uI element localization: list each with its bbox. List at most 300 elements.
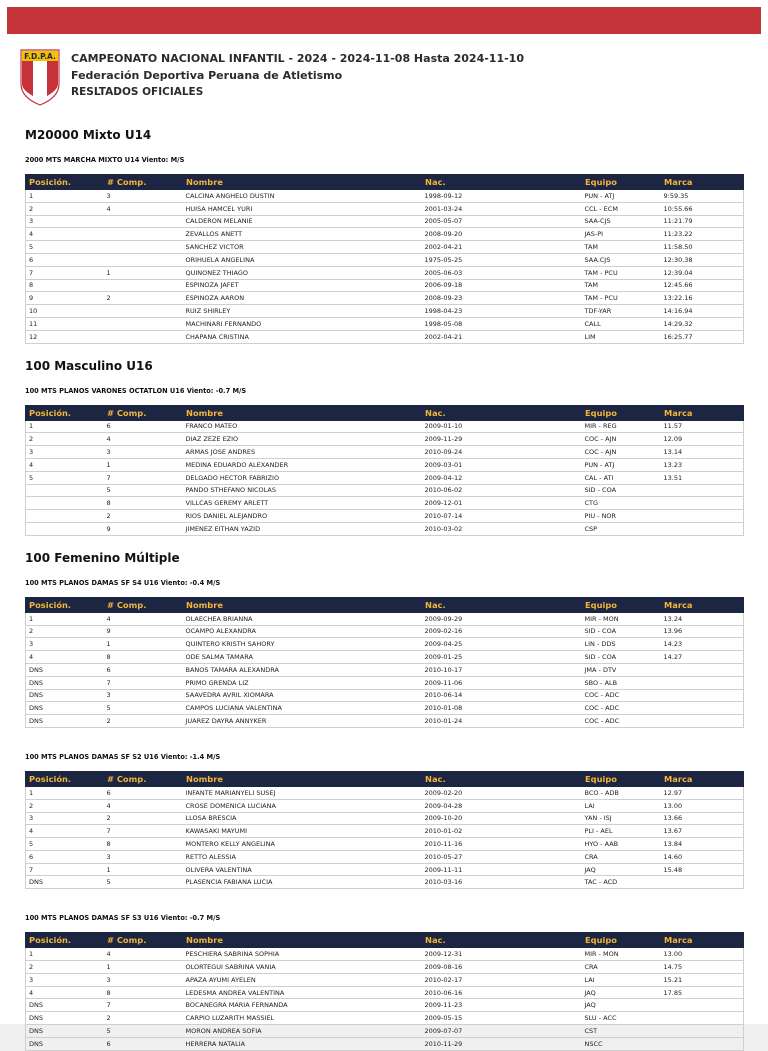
table-cell: 2010-10-17 [422,663,582,676]
column-header: # Comp. [104,597,183,612]
table-cell: 1 [104,266,183,279]
table-cell [104,253,183,266]
table-cell: ARMAS JOSE ANDRES [183,446,422,459]
top-banner [7,7,761,34]
table-row [26,625,744,638]
table-cell: 2009-04-28 [422,799,582,812]
table-cell: 2009-02-16 [422,625,582,638]
section-title: 100 Femenino Múltiple [25,550,180,565]
table-cell: DNS [26,663,104,676]
table-cell: OLIVERA VALENTINA [183,863,422,876]
results-subtitle: RESLTADOS OFICIALES [71,86,204,98]
table-cell: 9 [104,522,183,535]
table-cell: 11 [26,317,104,330]
table-cell: DNS [26,1025,104,1038]
table-row [26,799,744,812]
table-cell: 2009-11-11 [422,863,582,876]
table-cell: PUN - ATJ [582,458,661,471]
results-content [25,127,743,1051]
table-cell: 8 [104,651,183,664]
table-cell: 3 [26,446,104,459]
table-cell: TAM - PCU [582,292,661,305]
table-cell: 14.27 [661,651,744,664]
table-cell: OCAMPO ALEXANDRA [183,625,422,638]
table-cell: 2009-04-25 [422,638,582,651]
column-header: # Comp. [104,771,183,786]
results-table [25,597,744,728]
table-cell: 10:55.66 [661,202,744,215]
table-cell: 7 [104,999,183,1012]
table-cell: 5 [104,484,183,497]
table-cell: 2 [26,202,104,215]
table-cell: 15.21 [661,973,744,986]
table-row [26,279,744,292]
table-cell: DNS [26,689,104,702]
table-cell: 13.24 [661,612,744,625]
column-header: # Comp. [104,933,183,948]
spacer [25,923,743,932]
results-table [25,771,744,889]
table-cell: 4 [26,986,104,999]
table-row [26,190,744,203]
table-cell: 11.57 [661,420,744,433]
table-cell: LAI [582,973,661,986]
table-row [26,663,744,676]
table-row [26,702,744,715]
table-row [26,522,744,535]
table-cell: 9 [104,625,183,638]
table-cell: 1 [104,458,183,471]
table-cell: TAC - ACD [582,876,661,889]
table-cell: 4 [104,202,183,215]
table-header-row [26,405,744,420]
federation-name: Federación Deportiva Peruana de Atletismo [71,69,343,82]
table-cell: SID - COA [582,625,661,638]
column-header: Nac. [422,405,582,420]
table-cell: LLOSA BRESCIA [183,812,422,825]
table-row [26,961,744,974]
table-row [26,228,744,241]
table-row [26,484,744,497]
table-cell: LIN - DDS [582,638,661,651]
table-cell: 14.60 [661,850,744,863]
results-table [25,174,744,344]
table-cell: HUISA HAMCEL YURI [183,202,422,215]
fdpa-logo-icon [18,48,62,106]
table-cell: DNS [26,1037,104,1050]
table-cell: 2009-02-20 [422,786,582,799]
table-cell: JAS-PI [582,228,661,241]
column-header: Nac. [422,597,582,612]
table-cell: 2009-03-01 [422,458,582,471]
event-title: 100 MTS PLANOS DAMAS SF S3 U16 Viento: -0.7 M/S [25,914,221,923]
table-cell: 2002-04-21 [422,241,582,254]
table-cell: 2 [104,1012,183,1025]
table-cell: BANOS TAMARA ALEXANDRA [183,663,422,676]
table-cell: PANDO STHEFANO NICOLAS [183,484,422,497]
table-cell: CST [582,1025,661,1038]
table-cell: SLU - ACC [582,1012,661,1025]
column-header: # Comp. [104,175,183,190]
table-cell: CALCINA ANGHELO DUSTIN [183,190,422,203]
table-cell: RIOS DANIEL ALEJANDRO [183,510,422,523]
table-cell: 4 [104,612,183,625]
table-cell: 1998-04-23 [422,305,582,318]
column-header: Posición. [26,405,104,420]
table-cell: BCO - ADB [582,786,661,799]
table-cell: RETTO ALESSIA [183,850,422,863]
table-cell: MONTERO KELLY ANGELINA [183,838,422,851]
spacer [25,566,743,579]
table-cell: CCL - ECM [582,202,661,215]
table-cell: 3 [26,638,104,651]
table-cell [26,522,104,535]
table-cell [104,241,183,254]
table-cell [661,1025,744,1038]
table-row [26,241,744,254]
table-cell: 12.09 [661,433,744,446]
table-cell: SBO - ALB [582,676,661,689]
table-cell: MIR - MON [582,948,661,961]
table-cell: 2009-12-01 [422,497,582,510]
table-row [26,266,744,279]
table-cell: 6 [104,786,183,799]
table-cell: 14.75 [661,961,744,974]
table-cell: 7 [26,863,104,876]
table-cell: CAL - ATI [582,471,661,484]
table-cell: CALL [582,317,661,330]
table-cell: CARPIO LUZARITH MASSIEL [183,1012,422,1025]
table-cell: COC - AJN [582,433,661,446]
table-cell: 12.97 [661,786,744,799]
table-cell: 13.00 [661,799,744,812]
table-row [26,812,744,825]
table-header-row [26,175,744,190]
table-row [26,292,744,305]
event-title: 2000 MTS MARCHA MIXTO U14 Viento: M/S [25,156,185,164]
svg-text:F.D.P.A.: F.D.P.A. [24,52,56,61]
column-header: Equipo [582,405,661,420]
table-cell: ZEVALLOS ANETT [183,228,422,241]
table-cell: 5 [26,241,104,254]
table-row [26,948,744,961]
table-row [26,715,744,728]
table-cell: 12:39.04 [661,266,744,279]
table-cell: DNS [26,676,104,689]
table-cell: PIU - NOR [582,510,661,523]
spacer [25,744,743,753]
column-header: Marca [661,405,744,420]
table-cell: 2009-11-29 [422,433,582,446]
section-title: M20000 Mixto U14 [25,128,152,142]
table-cell: 4 [26,228,104,241]
table-cell: BOCANEGRA MARIA FERNANDA [183,999,422,1012]
table-row [26,433,744,446]
table-cell: 13.67 [661,825,744,838]
table-cell: 2009-09-29 [422,612,582,625]
spacer [25,588,743,597]
spacer [25,536,743,550]
table-cell: DNS [26,1012,104,1025]
table-cell: 2 [26,799,104,812]
table-cell: ORIHUELA ANGELINA [183,253,422,266]
table-cell [26,510,104,523]
table-row [26,786,744,799]
table-cell: 2010-11-29 [422,1037,582,1050]
column-header: Posición. [26,771,104,786]
table-row [26,986,744,999]
column-header: Posición. [26,933,104,948]
column-header: Posición. [26,597,104,612]
table-cell: PESCHIERA SABRINA SOPHIA [183,948,422,961]
table-row [26,973,744,986]
table-cell [661,484,744,497]
table-cell: 9:59.35 [661,190,744,203]
table-cell: 2009-10-20 [422,812,582,825]
column-header: Nombre [183,175,422,190]
column-header: Marca [661,933,744,948]
table-cell: 2010-07-14 [422,510,582,523]
table-row [26,999,744,1012]
table-cell [104,305,183,318]
spacer [25,905,743,914]
table-cell: 2002-04-21 [422,330,582,343]
table-cell: 4 [104,433,183,446]
table-cell: SAAVEDRA AVRIL XIOMARA [183,689,422,702]
table-cell: 13.66 [661,812,744,825]
table-cell: PRIMO GRENDA LIZ [183,676,422,689]
table-cell: 16:25.77 [661,330,744,343]
table-cell: SANCHEZ VICTOR [183,241,422,254]
table-cell: 1998-05-08 [422,317,582,330]
table-cell: 7 [104,676,183,689]
table-row [26,612,744,625]
table-cell: CAMPOS LUCIANA VALENTINA [183,702,422,715]
table-cell [26,497,104,510]
table-cell: 2010-03-02 [422,522,582,535]
table-cell: CSP [582,522,661,535]
table-cell: 11:23.22 [661,228,744,241]
table-cell: 2001-03-24 [422,202,582,215]
table-cell: SID - COA [582,651,661,664]
table-cell: 12 [26,330,104,343]
table-cell: 7 [104,471,183,484]
table-cell: 5 [104,1025,183,1038]
table-cell: MORON ANDREA SOFIA [183,1025,422,1038]
table-cell: 2009-05-15 [422,1012,582,1025]
table-cell: 15.48 [661,863,744,876]
table-cell: 1 [104,638,183,651]
table-cell: 14:29.32 [661,317,744,330]
column-header: Equipo [582,597,661,612]
table-cell [104,279,183,292]
table-cell: 1 [26,948,104,961]
table-cell: 6 [104,1037,183,1050]
table-cell: COC - ADC [582,702,661,715]
table-cell: 13.23 [661,458,744,471]
table-cell: 12:45.66 [661,279,744,292]
table-cell: 2 [26,433,104,446]
table-cell: 8 [26,279,104,292]
table-cell: 6 [26,253,104,266]
table-cell: 2 [104,292,183,305]
table-row [26,1037,744,1050]
table-cell: JUAREZ DAYRA ANNYKER [183,715,422,728]
table-cell: 4 [26,458,104,471]
table-cell: COC - ADC [582,715,661,728]
spacer [25,143,743,156]
table-cell: LIM [582,330,661,343]
table-cell: 2009-01-25 [422,651,582,664]
table-cell: SAA-CJS [582,215,661,228]
table-cell: 2010-02-17 [422,973,582,986]
table-cell: 10 [26,305,104,318]
table-cell: 3 [104,446,183,459]
table-cell: 6 [104,420,183,433]
table-cell: HERRERA NATALIA [183,1037,422,1050]
table-row [26,876,744,889]
table-cell: 2010-01-08 [422,702,582,715]
event-title: 100 MTS PLANOS DAMAS SF S2 U16 Viento: -1.4 M/S [25,752,221,761]
table-cell: HYO - AAB [582,838,661,851]
event-title: 100 MTS PLANOS VARONES OCTATLON U16 Viento: -0.7 M/S [25,386,247,395]
table-cell: 2009-04-12 [422,471,582,484]
table-cell: 1 [26,612,104,625]
table-cell: 6 [104,663,183,676]
table-cell: DNS [26,715,104,728]
table-cell: SAA.CJS [582,253,661,266]
table-row [26,446,744,459]
table-cell [104,330,183,343]
table-cell: PUN - ATJ [582,190,661,203]
results-table [25,405,744,536]
table-cell: 2 [104,812,183,825]
table-cell: JIMENEZ EITHAN YAZID [183,522,422,535]
table-cell: DELGADO HECTOR FABRIZIO [183,471,422,484]
table-cell: 2010-05-27 [422,850,582,863]
table-cell: 3 [26,812,104,825]
table-cell: 2009-12-31 [422,948,582,961]
table-row [26,471,744,484]
table-row [26,317,744,330]
table-cell: 2008-09-23 [422,292,582,305]
table-cell: 1 [26,190,104,203]
table-cell: YAN - ISJ [582,812,661,825]
column-header: Equipo [582,175,661,190]
table-cell: 2010-09-24 [422,446,582,459]
table-cell: CRA [582,850,661,863]
table-cell: TAM [582,241,661,254]
table-cell: INFANTE MARIANYELI SUSEJ [183,786,422,799]
table-cell: RUIZ SHIRLEY [183,305,422,318]
table-cell: KAWASAKI MAYUMI [183,825,422,838]
table-cell [26,484,104,497]
table-cell: 14:16.94 [661,305,744,318]
table-cell: 2005-05-07 [422,215,582,228]
table-cell: 2009-07-07 [422,1025,582,1038]
table-cell: 4 [104,799,183,812]
table-cell: JMA - DTV [582,663,661,676]
table-cell [661,702,744,715]
table-cell: 5 [104,876,183,889]
table-cell [661,876,744,889]
table-row [26,420,744,433]
table-cell: 13.00 [661,948,744,961]
table-cell: 2008-09-20 [422,228,582,241]
table-cell: LEDESMA ANDREA VALENTINA [183,986,422,999]
table-cell: 1998-09-12 [422,190,582,203]
table-row [26,863,744,876]
table-header-row [26,597,744,612]
table-cell: MACHINARI FERNANDO [183,317,422,330]
table-cell [661,1037,744,1050]
table-cell: DIAZ ZEZE EZIO [183,433,422,446]
table-cell: 6 [26,850,104,863]
table-cell: 2010-03-16 [422,876,582,889]
table-cell: TDF-YAR [582,305,661,318]
table-row [26,676,744,689]
table-cell: 7 [104,825,183,838]
column-header: Nac. [422,175,582,190]
table-cell [104,317,183,330]
table-cell: LAI [582,799,661,812]
table-cell: 2 [26,625,104,638]
table-cell: 3 [104,190,183,203]
table-cell: TAM [582,279,661,292]
results-table [25,932,744,1050]
table-cell: CALDERON MELANIE [183,215,422,228]
table-cell [661,510,744,523]
table-cell [661,999,744,1012]
table-cell: 5 [26,838,104,851]
table-cell: ODE SALMA TAMARA [183,651,422,664]
column-header: Marca [661,771,744,786]
table-cell: 2 [26,961,104,974]
table-cell: OLAECHEA BRIANNA [183,612,422,625]
table-cell: OLORTEGUI SABRINA VANIA [183,961,422,974]
table-cell: 11:58.50 [661,241,744,254]
table-cell: MIR - REG [582,420,661,433]
table-cell: CTG [582,497,661,510]
table-cell: 11:21.79 [661,215,744,228]
table-cell: 3 [26,973,104,986]
table-cell [661,522,744,535]
table-cell [104,215,183,228]
table-cell: PLASENCIA FABIANA LUCIA [183,876,422,889]
table-row [26,202,744,215]
table-cell: 2009-01-10 [422,420,582,433]
table-cell: 8 [104,986,183,999]
table-cell: 3 [26,215,104,228]
table-cell: 4 [104,948,183,961]
table-cell: 4 [26,825,104,838]
table-row [26,510,744,523]
championship-title: CAMPEONATO NACIONAL INFANTIL - 2024 - 2024-11-08 Hasta 2024-11-10 [71,52,524,65]
table-cell: CROSE DOMENICA LUCIANA [183,799,422,812]
table-cell [661,497,744,510]
table-cell: CHAPANA CRISTINA [183,330,422,343]
table-cell: 1 [104,863,183,876]
table-row [26,1025,744,1038]
table-cell: DNS [26,876,104,889]
table-cell: DNS [26,702,104,715]
spacer [25,396,743,405]
table-cell: 8 [104,838,183,851]
table-row [26,651,744,664]
spacer [25,344,743,358]
table-cell: 2009-11-06 [422,676,582,689]
table-cell: 1 [26,420,104,433]
